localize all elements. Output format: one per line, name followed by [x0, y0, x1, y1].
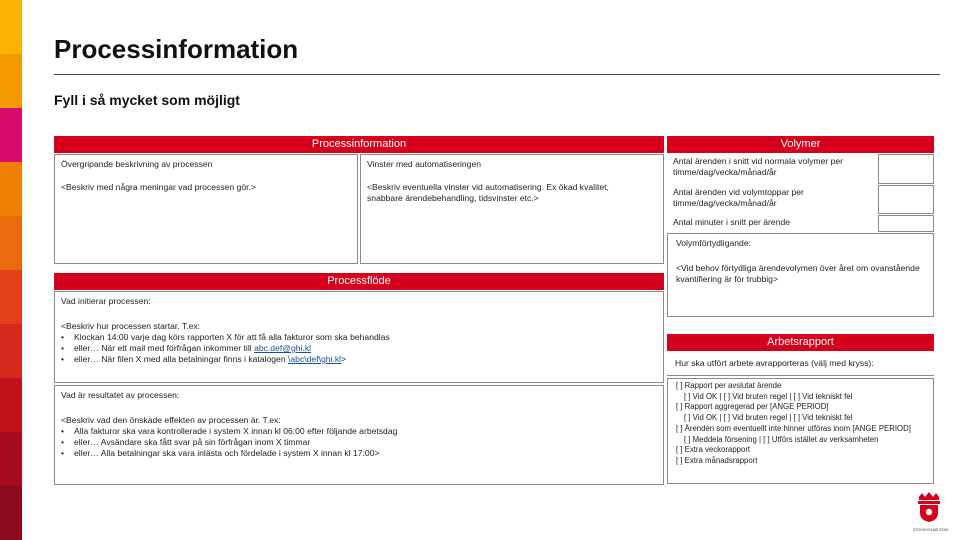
report-option[interactable]: [ ] Vid OK | [ ] Vid bruten regel | [ ] Vid tekniskt fel	[684, 413, 853, 423]
email-link[interactable]: abc.def@ghi.kl	[254, 343, 312, 353]
strip-segment	[0, 0, 22, 54]
strip-segment	[0, 108, 22, 162]
crown-shield-icon	[913, 491, 945, 523]
report-option[interactable]: [ ] Extra veckorapport	[676, 445, 751, 455]
benefits-placeholder-line2: snabbare ärendebehandling, tidsvinster etc.>	[367, 193, 539, 203]
report-option[interactable]: [ ] Rapport per avslutat ärende	[676, 381, 782, 390]
volume-clarification-label: Volymförtydligande:	[676, 238, 751, 248]
strip-segment	[0, 378, 22, 432]
report-option[interactable]: [ ] Rapport aggregerad per [ANGE PERIOD]	[676, 402, 829, 412]
page-subtitle: Fyll i så mycket som möjligt	[54, 92, 240, 108]
strip-segment	[0, 162, 22, 216]
overview-placeholder: <Beskriv med några meningar vad processen gör.>	[61, 182, 256, 192]
start-intro: <Beskriv hur processen startar. T.ex:	[61, 321, 201, 331]
overview-field[interactable]	[54, 154, 358, 264]
list-item: • eller… När ett mail med förfrågan inkommer till abc.def@ghi.kl	[61, 343, 312, 353]
strip-segment	[0, 486, 22, 540]
volume-peak-input[interactable]	[878, 185, 934, 214]
benefits-label: Vinster med automatiseringen	[367, 159, 482, 169]
list-item: • Klockan 14:00 varje dag körs rapporten X för att få alla fakturor som ska behandlas	[61, 332, 390, 342]
strip-segment	[0, 270, 22, 324]
report-options-box[interactable]	[667, 378, 934, 484]
list-item: • eller… Alla betalningar ska vara inlästa och fördelade i system X innan kl 17:00>	[61, 448, 380, 458]
minutes-per-case-label: Antal minuter i snitt per ärende	[673, 217, 791, 227]
processinfo-header: Processinformation	[54, 136, 664, 153]
volymer-header: Volymer	[667, 136, 934, 153]
result-intro: <Beskriv vad den önskade effekten av processen är. T.ex:	[61, 415, 281, 425]
volume-peak-label: Antal ärenden vid volymtoppar per timme/dag/vecka/månad/år	[673, 187, 804, 208]
logo-caption: STOCKHOLMS STAD	[913, 528, 949, 532]
overview-label: Övergripande beskrivning av processen	[61, 159, 213, 169]
arbetsrapport-header: Arbetsrapport	[667, 334, 934, 351]
volume-clarification-placeholder: <Vid behov förtydliga ärendevolymen över året om ovanstående kvantifiering är för trubbig>	[676, 263, 920, 284]
strip-segment	[0, 432, 22, 486]
folder-path-link[interactable]: \abc\def\ghi.kl	[288, 354, 342, 364]
city-logo	[913, 491, 949, 532]
left-color-strip	[0, 0, 22, 540]
minutes-per-case-input[interactable]	[878, 215, 934, 232]
strip-segment	[0, 216, 22, 270]
report-option[interactable]: [ ] Meddela försening | [ ] Utförs istället av verksamheten	[684, 434, 879, 444]
strip-segment	[0, 54, 22, 108]
volume-normal-input[interactable]	[878, 154, 934, 184]
report-option[interactable]: [ ] Extra månadsrapport	[676, 455, 758, 465]
report-option[interactable]: [ ] Ärenden som eventuellt inte hinner utföras inom [ANGE PERIOD]	[676, 423, 911, 433]
benefits-field[interactable]	[360, 154, 664, 264]
strip-segment	[0, 324, 22, 378]
page-title: Processinformation	[54, 34, 299, 64]
list-item: • eller… När filen X med alla betalningar finns i katalogen \abc\def\ghi.kl>	[61, 354, 347, 364]
benefits-placeholder-line1: <Beskriv eventuella vinster vid automatisering. Ex ökad kvalitet,	[367, 182, 609, 192]
processflode-header: Processflöde	[54, 273, 664, 290]
process-start-field[interactable]	[54, 291, 664, 383]
list-item: • Alla fakturor ska vara kontrollerade i system X innan kl 06:00 efter följande arbetsdag	[61, 426, 398, 436]
report-method-question: Hur ska utfört arbete avrapporteras (välj med kryss):	[667, 356, 934, 376]
volume-normal-label: Antal ärenden i snitt vid normala volymer per timme/dag/vecka/månad/år	[673, 156, 844, 177]
process-result-field[interactable]	[54, 385, 664, 485]
start-label: Vad initierar processen:	[61, 296, 151, 306]
volume-clarification-field[interactable]	[667, 233, 934, 317]
title-divider	[54, 74, 940, 75]
report-option[interactable]: [ ] Vid OK | [ ] Vid bruten regel | [ ] Vid tekniskt fel	[684, 391, 853, 401]
result-label: Vad är resultatet av processen:	[61, 390, 180, 400]
list-item: • eller… Avsändare ska fått svar på sin förfrågan inom X timmar	[61, 437, 311, 447]
